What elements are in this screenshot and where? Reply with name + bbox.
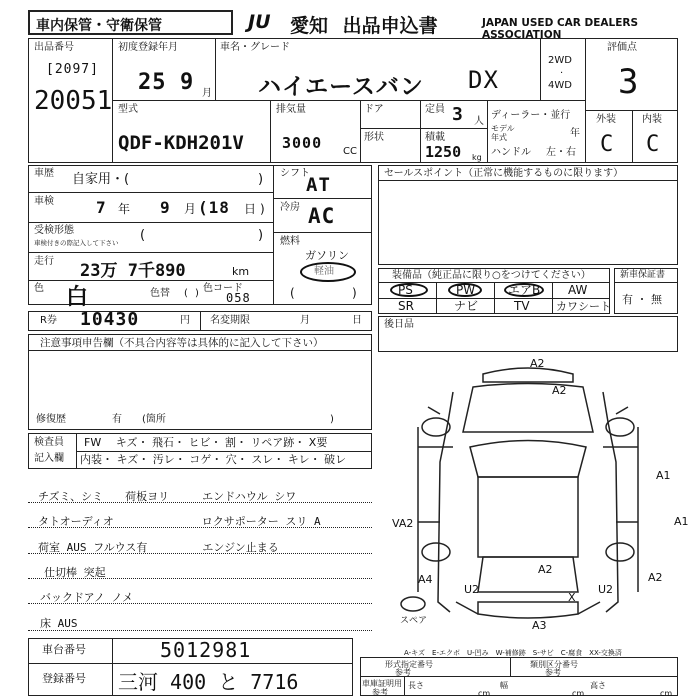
- name-change-month: 月: [300, 315, 310, 326]
- car-damage-diagram: [378, 352, 678, 652]
- inspection-close: ): [260, 202, 265, 216]
- diag-va2-left: VA2: [392, 517, 414, 530]
- handle-label: ハンドル: [491, 147, 531, 158]
- insp-replace: X要: [308, 436, 328, 449]
- insp-crack: ヒビ: [188, 436, 211, 449]
- lot-number: 20051: [34, 86, 113, 116]
- mileage-label: 走行: [34, 256, 54, 267]
- damage-legend: A-キズ E-エクボ U-凹み W-補修跡 S-サビ C-腐食 XX-交換済: [404, 649, 622, 657]
- chassis-number: 5012981: [160, 638, 252, 662]
- form-title-text: 出品申込書: [342, 15, 438, 37]
- english-title: JAPAN USED CAR DEALERS ASSOCIATION: [482, 17, 639, 41]
- diag-a3-bottom: A3: [532, 619, 547, 632]
- year-unit: 年: [570, 128, 580, 139]
- equip-airbag: エアB: [508, 283, 541, 297]
- insp-chip: 飛石: [152, 436, 174, 449]
- equip-navi: ナビ: [454, 299, 479, 313]
- garage-cert-label: 車庫証明用: [362, 679, 402, 688]
- equip-tv: TV: [514, 299, 530, 313]
- fuel-close: ): [352, 286, 357, 300]
- insp-int-burn: コゲ: [189, 453, 212, 466]
- name-change-label: 名変期限: [210, 315, 250, 326]
- remark-line-1: チズミ、シミ 荷板ヨリ エンドハウル シワ: [38, 490, 297, 503]
- class-label: 類別区分番号: [530, 660, 578, 669]
- model-code-label: 型式: [118, 104, 138, 115]
- diag-a2-top2: A2: [552, 384, 567, 397]
- acceptance-close: ): [258, 228, 264, 243]
- diag-u2-right: U2: [598, 583, 614, 596]
- registration-number: 三河 400 と 7716: [118, 670, 299, 694]
- repaint-label: 色替: [150, 288, 170, 299]
- color-label: 色: [34, 283, 44, 294]
- model-grade: DX: [468, 66, 499, 94]
- repair-history-value: 有: [112, 414, 122, 425]
- drive-2wd: 2WD: [548, 55, 572, 66]
- equipment-label: 装備品（純正品に限り○をつけてください）: [392, 270, 591, 281]
- history-label: 車歴: [34, 168, 54, 179]
- dealer-label: ディーラー・並行: [491, 110, 571, 121]
- insp-int-scratch: キズ: [116, 453, 139, 466]
- remark-line-6: 床 AUS: [40, 617, 78, 630]
- inspection-year-unit: 年: [118, 202, 131, 216]
- capacity-unit: 人: [474, 116, 484, 127]
- displacement-label: 排気量: [276, 104, 306, 115]
- recycle-unit: 円: [180, 315, 190, 326]
- repaint-open: (: [184, 288, 188, 299]
- load: 1250: [425, 143, 462, 161]
- equip-pw: PW: [456, 283, 476, 297]
- diag-a4-left: A4: [418, 573, 433, 586]
- type-cert-ref: 参考: [395, 668, 411, 677]
- exterior-grade: C: [600, 132, 615, 157]
- diag-a1-right: A1: [656, 469, 671, 482]
- inspection-month: 9: [160, 198, 171, 217]
- storage-label: 車内保管・守衛保管: [28, 10, 233, 35]
- acceptance-label: 受検形態: [34, 225, 74, 236]
- rating-label: 評価点: [607, 42, 637, 53]
- fuel-label: 燃料: [280, 236, 300, 247]
- door-label: ドア: [364, 104, 384, 115]
- model-name: ハイエースバン: [258, 74, 424, 100]
- inspection-label: 車検: [34, 196, 54, 207]
- repair-location-open: (箇所: [142, 414, 166, 425]
- insp-int-cut: キレ: [287, 453, 310, 466]
- lot-code: [2097]: [46, 62, 99, 77]
- inspector-label-2: 記入欄: [34, 453, 64, 464]
- diag-a2-top: A2: [530, 357, 545, 370]
- repair-history-label: 修復歴: [36, 414, 66, 425]
- registration-label: 初度登録年月: [118, 42, 178, 53]
- listing-number-label: 出品番号: [34, 42, 74, 53]
- class-ref: 参考: [545, 668, 561, 677]
- recycle-label: R券: [40, 315, 57, 326]
- history-value: 自家用・(: [72, 172, 130, 187]
- form-title: [290, 11, 438, 38]
- color-value: 白: [66, 285, 90, 310]
- interior-grade: C: [646, 132, 661, 157]
- width-unit: cm: [572, 689, 585, 698]
- inspector-label-1: 検査員: [34, 437, 64, 448]
- length-unit: cm: [478, 689, 491, 698]
- inspection-month-unit: 月: [184, 202, 197, 216]
- shift-label: シフト: [280, 168, 310, 179]
- insp-interior: 内装: [80, 453, 102, 466]
- notes-label: 注意事項申告欄（不具合内容等は具体的に記入して下さい）: [40, 337, 324, 349]
- remark-line-3: 荷室 AUS フルウス有 エンジン止まる: [38, 541, 279, 554]
- diag-a2-right-low: A2: [648, 571, 663, 584]
- insp-break: 割: [225, 436, 236, 449]
- fuel-option2: 軽油: [314, 266, 334, 277]
- rating-score: 3: [618, 62, 640, 102]
- auction-form-sheet: 車内保管・守衛保管 JU 愛知 出品申込書 JAPAN USED CAR DEALERS ASSOCIATION 出品番号 [2097] 20051 初度登録年月 25 9 月 車名・グレード ハイエースバン DX 2WD · 4WD 評価点 3 外装 内装 C C 型式 QDF-KDH201V 排気量 3000 CC ドア 形状 定員 3 人 積載 1250 kg ディーラー・並行 モデル年式 年 ハンドル 左・右 車歴 自家用・( ) 車検 7 年 9 月 (18 日 ) 受検形態 車検付きの際記入して下さい ( ) 走行 23万 7千890 km 色 白 色替 ( ) 色コード 058 シフト AT 冷房 AC 燃料 ガソリン 軽油 ( ) セールスポイント（正常に機能するものに限ります） 装備品（純正品に限り○をつけてください） PS PW エアB AW SR ナビ TV カワシート 新車保証書 有 ・ 無 R券 10430 円 名変期限 月 日 後日品 注意事項申告欄（不具合内容等は具体的に記入して下さい） 修復歴 有 (箇所 ) 検査員 記入欄 FW キズ・ 飛石・ ヒビ・ 割・ リペア跡・ X要 内装・ キズ・ 汚レ・ コゲ・ 穴・ スレ・ キレ・ 破レ チズミ、シミ 荷板ヨリ エンドハウル シワ タトオーディオ ロクサポーター スリ A 荷室 AUS フルウス有 エンジン止まる 仕切棒 突起 バックドアノ ノメ 床 AUS 車台番号 5012981 登録番号 三河 400 と 7716 A2 A2 A1 A1 VA2 A4 U2 U2 A2 X A2 A3 スペア A-キズ E-エクボ U-凹み W-補修跡 S-サビ C-腐食 XX-交換済 形式指定番号 参考 類別区分番号 参考 車庫証明用 参考 長さ cm 幅 cm 高さ cm: [0, 0, 700, 700]
- org-name: 愛知: [290, 15, 329, 37]
- diag-a2-center: A2: [538, 563, 553, 576]
- load-unit: kg: [472, 153, 482, 162]
- warranty-options: 有 ・ 無: [622, 293, 662, 306]
- length-label: 長さ: [408, 681, 424, 690]
- ju-logo: JU: [248, 11, 271, 33]
- insp-scratch: キズ: [115, 436, 138, 449]
- model-year-label: モデル年式: [491, 124, 515, 142]
- inspection-day: (18: [198, 198, 230, 217]
- type-cert-label: 形式指定番号: [385, 660, 433, 669]
- color-code: 058: [226, 291, 251, 305]
- width-label: 幅: [500, 681, 508, 690]
- acceptance-value: (: [140, 228, 146, 243]
- acceptance-sublabel: 車検付きの際記入して下さい: [34, 239, 119, 247]
- cooling-value: AC: [308, 204, 336, 228]
- interior-label: 内装: [642, 114, 662, 125]
- remark-line-4: 仕切棒 突起: [44, 566, 106, 579]
- registration-number-label: 登録番号: [42, 672, 86, 685]
- sales-point-label: セールスポイント（正常に機能するものに限ります）: [384, 168, 624, 179]
- insp-int-hole: 穴: [225, 453, 237, 466]
- registration-month-unit: 月: [202, 88, 212, 99]
- diag-x-rear: X: [568, 591, 576, 604]
- capacity-label: 定員: [425, 104, 445, 115]
- equip-airbag-circle: [504, 283, 544, 297]
- insp-repair: リペア跡: [250, 436, 295, 449]
- remark-line-5: バックドアノ ノメ: [40, 591, 133, 604]
- registration-year: 25: [138, 70, 167, 95]
- insp-fw: FW: [84, 436, 102, 449]
- insp-int-dirt: 汚レ: [152, 453, 175, 466]
- insp-int-rub: スレ: [251, 453, 274, 466]
- model-code: QDF-KDH201V: [118, 132, 244, 154]
- remark-line-2: タトオーディオ ロクサポーター スリ A: [38, 515, 321, 528]
- equip-ps: PS: [398, 283, 413, 297]
- spare-label: スペア: [400, 616, 428, 626]
- garage-cert-ref: 参考: [372, 688, 388, 697]
- recycle-value: 10430: [80, 309, 140, 330]
- handle-options: 左・右: [546, 147, 576, 158]
- equip-aw: AW: [568, 283, 588, 297]
- shape-label: 形状: [364, 132, 384, 143]
- equip-leather: カワシート: [556, 300, 611, 313]
- repaint-close: ): [195, 288, 199, 299]
- mileage-unit: km: [232, 265, 250, 278]
- equip-pw-circle: [448, 283, 482, 297]
- cc-unit: CC: [343, 146, 357, 157]
- height-unit: cm: [660, 689, 673, 698]
- chassis-label: 車台番号: [42, 643, 86, 656]
- exterior-label: 外装: [596, 114, 616, 125]
- registration-month: 9: [180, 70, 195, 95]
- color-code-label: 色コード: [203, 283, 243, 294]
- diag-u2-left: U2: [464, 583, 480, 596]
- warranty-label: 新車保証書: [620, 270, 666, 280]
- inspection-day-unit: 日: [244, 202, 257, 216]
- insp-int-tear: 破レ: [324, 453, 347, 466]
- mileage-value: 23万 7千890: [80, 261, 186, 281]
- rear-items-label: 後日品: [384, 319, 414, 330]
- history-close: ): [258, 172, 264, 187]
- drive-4wd: 4WD: [548, 80, 572, 91]
- name-change-day: 日: [352, 315, 362, 326]
- displacement: 3000: [282, 134, 323, 152]
- inspection-year: 7: [96, 198, 107, 217]
- load-label: 積載: [425, 132, 445, 143]
- model-name-label: 車名・グレード: [220, 42, 290, 53]
- cooling-label: 冷房: [280, 202, 300, 213]
- repair-location-close: ): [330, 414, 334, 425]
- height-label: 高さ: [590, 681, 606, 690]
- fuel-open: (: [290, 286, 295, 300]
- fuel-value: ガソリン: [305, 249, 349, 262]
- diag-a1-right2: A1: [674, 515, 689, 528]
- equip-sr: SR: [398, 299, 414, 313]
- equip-ps-circle: [390, 283, 428, 297]
- shift-value: AT: [306, 174, 331, 196]
- capacity: 3: [452, 104, 464, 125]
